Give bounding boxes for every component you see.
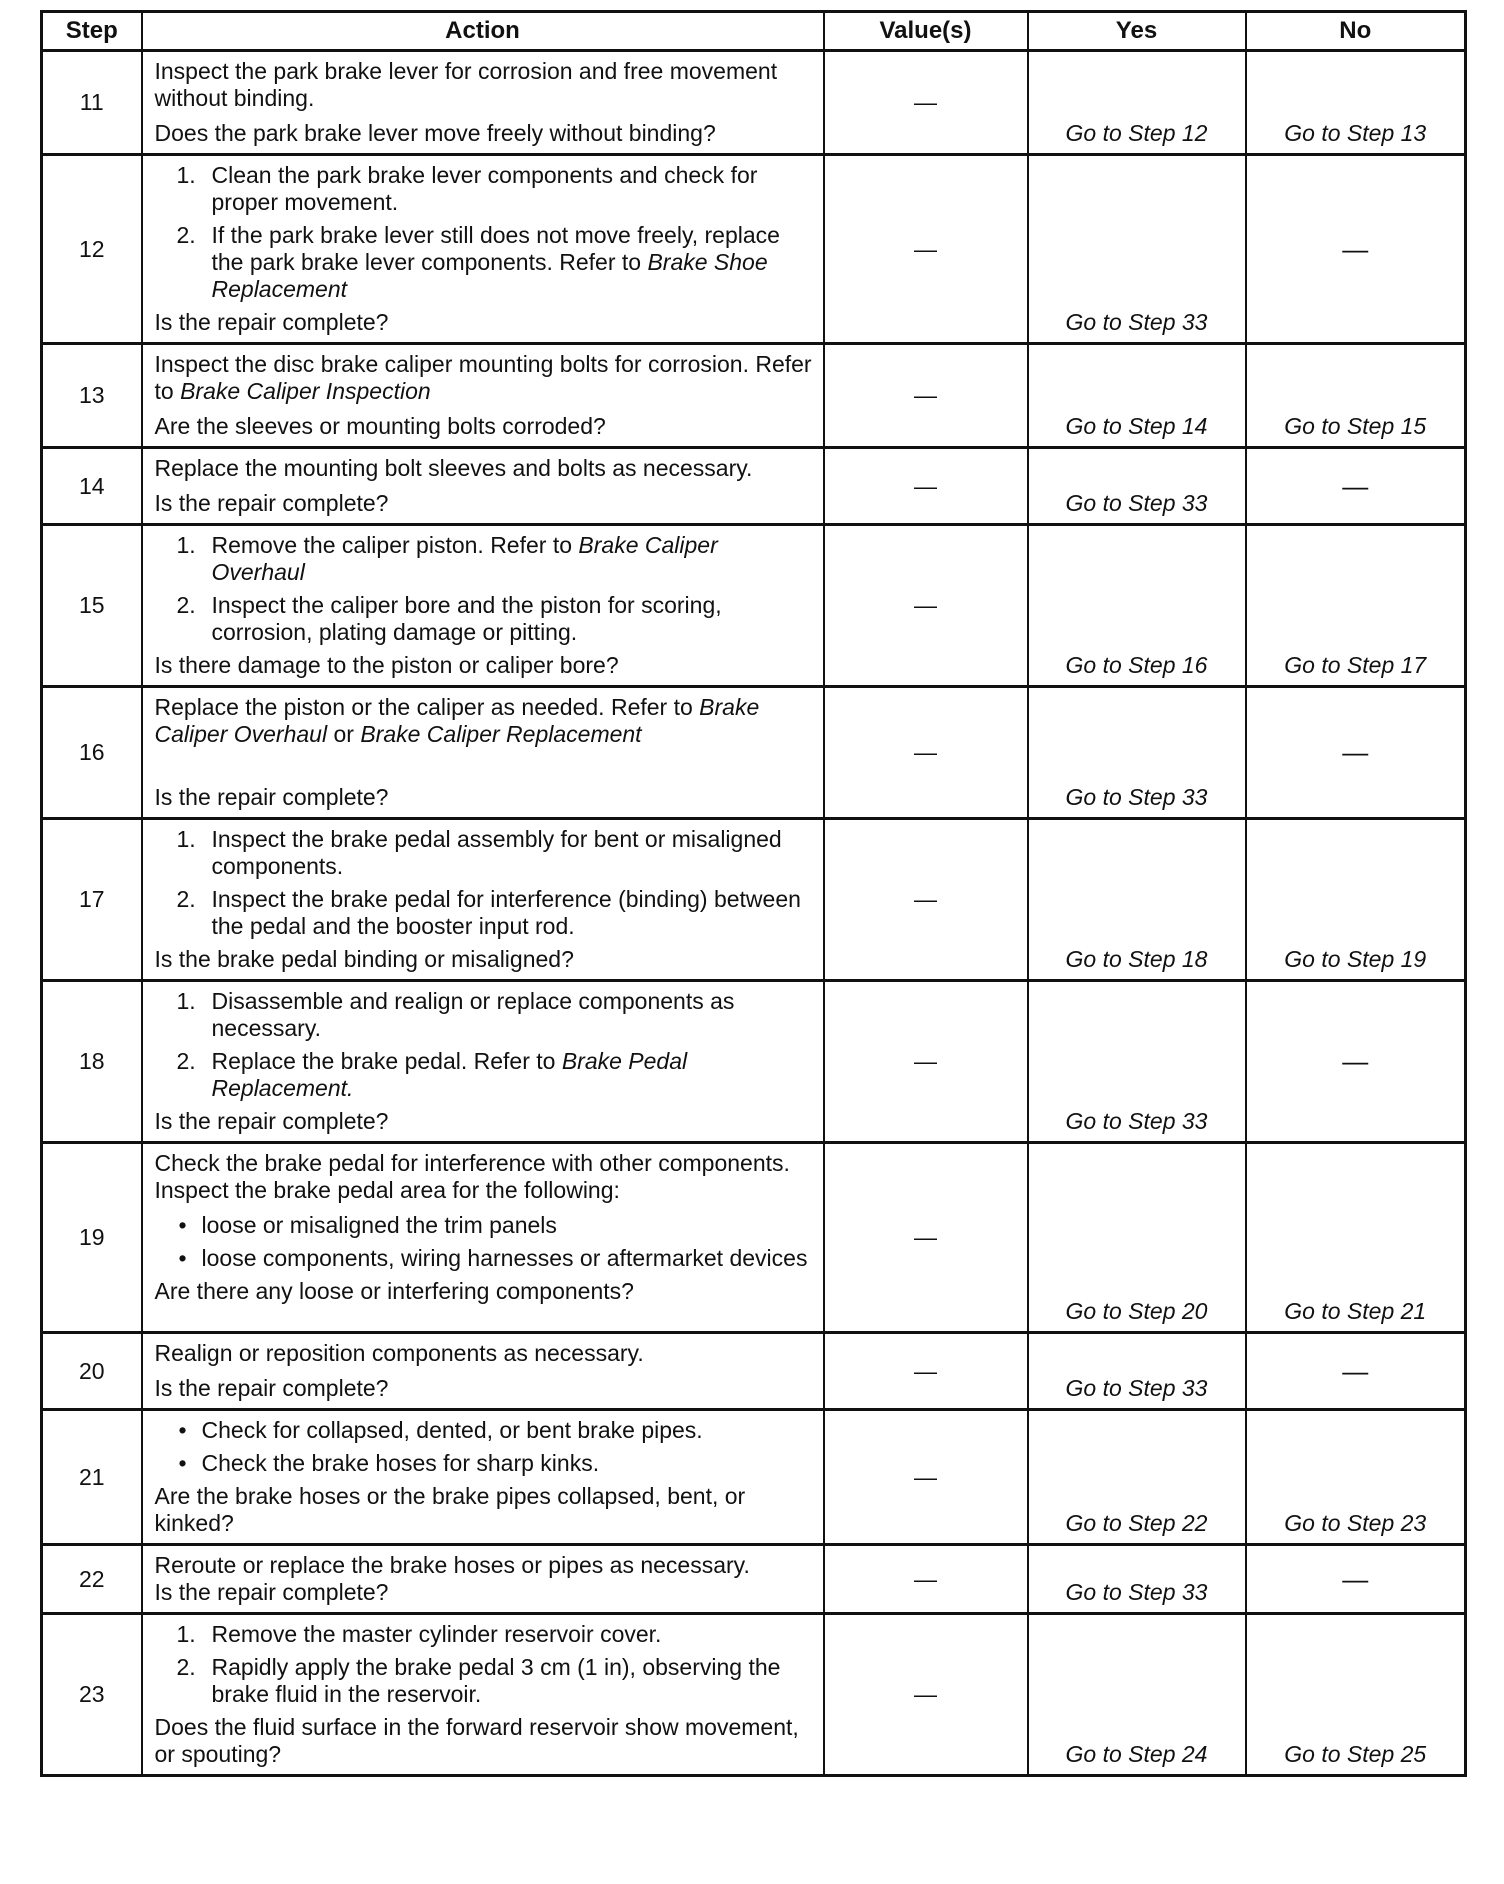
step-number: 18 <box>42 981 142 1143</box>
no-cell: — <box>1246 687 1466 819</box>
yes-cell: Go to Step 33 <box>1028 1333 1246 1410</box>
action-step-2: 2. If the park brake lever still does not move freely, replace the park brake lever components. Refer to Brake Shoe Replacement <box>176 222 780 302</box>
header-action: Action <box>142 12 824 51</box>
table-row-step-16 <box>42 687 1466 819</box>
action-cell <box>142 1614 824 1776</box>
step-number: 20 <box>42 1333 142 1410</box>
yes-cell: Go to Step 33 <box>1028 981 1246 1143</box>
table-row-step-12 <box>42 155 1466 344</box>
action-question: Is the repair complete? <box>154 490 389 516</box>
action-cell <box>142 525 824 687</box>
action-steps <box>155 826 813 940</box>
value-cell: — <box>824 155 1028 344</box>
action-steps <box>155 1621 813 1708</box>
action-intro: Inspect the park brake lever for corrosion and free movement without binding. <box>154 58 778 111</box>
action-question: Is the repair complete? <box>154 309 389 335</box>
no-cell: — <box>1246 1333 1466 1410</box>
action-question: Is the brake pedal binding or misaligned? <box>154 946 574 972</box>
action-step-2: 2. Inspect the brake pedal for interference (binding) between the pedal and the booster input rod. <box>176 886 801 939</box>
action-cell <box>142 448 824 525</box>
yes-cell: Go to Step 33 <box>1028 448 1246 525</box>
action-bullet-2: • loose components, wiring harnesses or aftermarket devices <box>178 1245 808 1271</box>
table-row-step-22 <box>42 1545 1466 1614</box>
no-cell: Go to Step 15 <box>1246 344 1466 448</box>
reference-link: Brake Caliper Inspection <box>180 378 431 404</box>
header-no: No <box>1246 12 1466 51</box>
reference-link: Brake Caliper Overhaul <box>154 694 760 747</box>
value-cell: — <box>824 1410 1028 1545</box>
no-cell: Go to Step 21 <box>1246 1143 1466 1333</box>
table-row-step-20 <box>42 1333 1466 1410</box>
action-cell <box>142 819 824 981</box>
no-cell: — <box>1246 448 1466 525</box>
step-number: 17 <box>42 819 142 981</box>
action-step-1: 1. Disassemble and realign or replace components as necessary. <box>176 988 735 1041</box>
table-row-step-23 <box>42 1614 1466 1776</box>
value-cell: — <box>824 344 1028 448</box>
action-cell <box>142 687 824 819</box>
action-cell <box>142 1410 824 1545</box>
action-steps <box>155 162 813 303</box>
yes-cell: Go to Step 16 <box>1028 525 1246 687</box>
action-intro: Inspect the disc brake caliper mounting bolts for corrosion. Refer to Brake Caliper Inspection <box>154 351 812 404</box>
yes-cell: Go to Step 33 <box>1028 1545 1246 1614</box>
action-question: Is the repair complete? <box>154 784 389 810</box>
step-number: 15 <box>42 525 142 687</box>
no-cell: — <box>1246 981 1466 1143</box>
yes-cell: Go to Step 33 <box>1028 687 1246 819</box>
action-step-1: 1. Inspect the brake pedal assembly for bent or misaligned components. <box>176 826 782 879</box>
yes-cell: Go to Step 12 <box>1028 51 1246 155</box>
table-row-step-18 <box>42 981 1466 1143</box>
step-number: 19 <box>42 1143 142 1333</box>
action-bullets <box>155 1212 813 1272</box>
value-cell: — <box>824 525 1028 687</box>
no-cell: Go to Step 25 <box>1246 1614 1466 1776</box>
value-cell: — <box>824 1143 1028 1333</box>
action-bullet-1: • Check for collapsed, dented, or bent brake pipes. <box>178 1417 703 1443</box>
action-bullet-2: • Check the brake hoses for sharp kinks. <box>178 1450 600 1476</box>
no-cell: Go to Step 19 <box>1246 819 1466 981</box>
header-step: Step <box>42 12 142 51</box>
action-cell <box>142 51 824 155</box>
table-row-step-19 <box>42 1143 1466 1333</box>
step-number: 16 <box>42 687 142 819</box>
reference-link: Brake Shoe Replacement <box>211 249 768 302</box>
no-cell: Go to Step 13 <box>1246 51 1466 155</box>
step-number: 14 <box>42 448 142 525</box>
table-row-step-14 <box>42 448 1466 525</box>
reference-link: Brake Caliper Overhaul <box>211 532 718 585</box>
action-step-2: 2. Replace the brake pedal. Refer to Brake Pedal Replacement. <box>176 1048 688 1101</box>
reference-link: Brake Caliper Replacement <box>360 721 642 747</box>
header-values: Value(s) <box>824 12 1028 51</box>
value-cell: — <box>824 687 1028 819</box>
step-number: 23 <box>42 1614 142 1776</box>
action-cell <box>142 1545 824 1614</box>
yes-cell: Go to Step 20 <box>1028 1143 1246 1333</box>
action-cell <box>142 981 824 1143</box>
value-cell: — <box>824 981 1028 1143</box>
step-number: 13 <box>42 344 142 448</box>
yes-cell: Go to Step 33 <box>1028 155 1246 344</box>
action-bullets <box>155 1417 813 1477</box>
no-cell: — <box>1246 1545 1466 1614</box>
action-question: Are there any loose or interfering components? <box>154 1278 634 1304</box>
action-cell <box>142 344 824 448</box>
value-cell: — <box>824 51 1028 155</box>
diagnostic-table <box>40 10 1467 1777</box>
action-intro: Reroute or replace the brake hoses or pipes as necessary. <box>154 1552 750 1578</box>
action-intro: Realign or reposition components as necessary. <box>154 1340 644 1366</box>
yes-cell: Go to Step 22 <box>1028 1410 1246 1545</box>
step-number: 11 <box>42 51 142 155</box>
value-cell: — <box>824 1333 1028 1410</box>
step-number: 12 <box>42 155 142 344</box>
table-row-step-15 <box>42 525 1466 687</box>
action-cell <box>142 155 824 344</box>
action-steps <box>155 532 813 646</box>
value-cell: — <box>824 1614 1028 1776</box>
action-step-1: 1. Remove the master cylinder reservoir cover. <box>176 1621 662 1647</box>
action-question: Are the brake hoses or the brake pipes collapsed, bent, or kinked? <box>154 1483 746 1536</box>
action-intro: Replace the piston or the caliper as needed. Refer to Brake Caliper Overhaul or Brake Caliper Replacement <box>154 694 760 747</box>
table-row-step-21 <box>42 1410 1466 1545</box>
action-step-2: 2. Rapidly apply the brake pedal 3 cm (1 in), observing the brake fluid in the reservoir. <box>176 1654 781 1707</box>
action-step-2: 2. Inspect the caliper bore and the piston for scoring, corrosion, plating damage or pitting. <box>176 592 722 645</box>
yes-cell: Go to Step 18 <box>1028 819 1246 981</box>
action-question: Is the repair complete? <box>154 1108 389 1134</box>
action-question: Is the repair complete? <box>154 1375 389 1401</box>
no-cell: Go to Step 23 <box>1246 1410 1466 1545</box>
action-question: Is the repair complete? <box>154 1579 389 1605</box>
no-cell: Go to Step 17 <box>1246 525 1466 687</box>
action-question: Does the fluid surface in the forward reservoir show movement, or spouting? <box>154 1714 799 1767</box>
header-yes: Yes <box>1028 12 1246 51</box>
table-header-row <box>42 12 1466 51</box>
action-question: Does the park brake lever move freely without binding? <box>154 120 716 146</box>
table-row-step-17 <box>42 819 1466 981</box>
yes-cell: Go to Step 14 <box>1028 344 1246 448</box>
yes-cell: Go to Step 24 <box>1028 1614 1246 1776</box>
action-intro: Check the brake pedal for interference with other components. Inspect the brake pedal area for the following: <box>154 1150 790 1203</box>
action-bullet-1: • loose or misaligned the trim panels <box>178 1212 557 1238</box>
action-steps <box>155 988 813 1102</box>
action-step-1: 1. Clean the park brake lever components and check for proper movement. <box>176 162 758 215</box>
action-step-1: 1. Remove the caliper piston. Refer to Brake Caliper Overhaul <box>176 532 718 585</box>
table-row-step-13 <box>42 344 1466 448</box>
reference-link: Brake Pedal Replacement. <box>211 1048 688 1101</box>
action-question: Are the sleeves or mounting bolts corroded? <box>154 413 606 439</box>
action-intro: Replace the mounting bolt sleeves and bolts as necessary. <box>154 455 753 481</box>
action-cell <box>142 1143 824 1333</box>
no-cell: — <box>1246 155 1466 344</box>
value-cell: — <box>824 819 1028 981</box>
table-row-step-11 <box>42 51 1466 155</box>
step-number: 22 <box>42 1545 142 1614</box>
action-question: Is there damage to the piston or caliper bore? <box>154 652 619 678</box>
value-cell: — <box>824 448 1028 525</box>
step-number: 21 <box>42 1410 142 1545</box>
value-cell: — <box>824 1545 1028 1614</box>
action-cell <box>142 1333 824 1410</box>
